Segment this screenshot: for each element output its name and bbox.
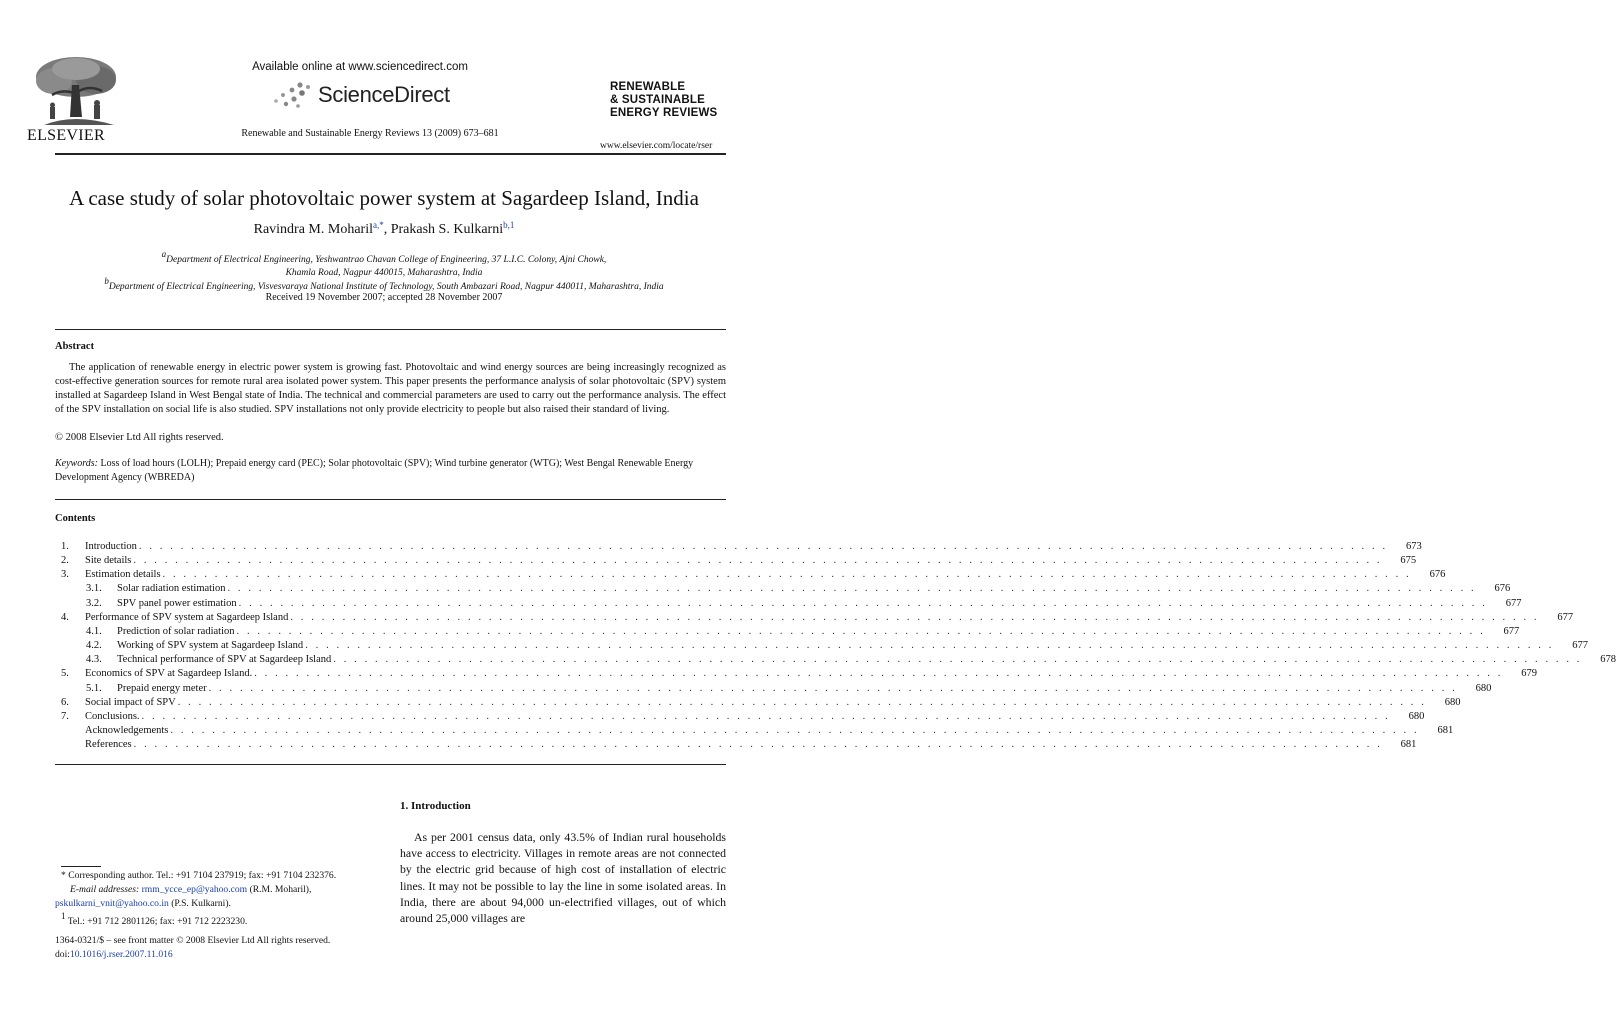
toc-leader: . . . . . . . . . . . . . . . . . . . . . . . . . . . . . . . . . . . . . . . . . . . . . . . . . . . . . . . . . . . . . . . . . . . . . . . . . . . . . . . . . . . . . . . . . . . . . . . . . . . . . . . . . . . . . . . . . . . . . . . . <box>141 710 1391 722</box>
toc-leader: . . . . . . . . . . . . . . . . . . . . . . . . . . . . . . . . . . . . . . . . . . . . . . . . . . . . . . . . . . . . . . . . . . . . . . . . . . . . . . . . . . . . . . . . . . . . . . . . . . . . . . . . . . . . . . . . . . . . . . . . <box>227 583 1477 595</box>
affiliation-text: Department of Electrical Engineering, Visvesvaraya National Institute of Technology, South Ambazari Road, Nagpur 440011, Maharashtra, India <box>108 282 664 292</box>
toc-number: 5. <box>61 668 69 680</box>
toc-page-number: 679 <box>1521 668 1537 680</box>
toc-number: 3. <box>61 569 69 581</box>
toc-leader: . . . . . . . . . . . . . . . . . . . . . . . . . . . . . . . . . . . . . . . . . . . . . . . . . . . . . . . . . . . . . . . . . . . . . . . . . . . . . . . . . . . . . . . . . . . . . . . . . . . . . . . . . . . . . . . . . . . . . . . . <box>170 724 1420 736</box>
toc-number: 6. <box>61 696 69 708</box>
toc-page-number: 673 <box>1405 541 1422 552</box>
introduction-text: As per 2001 census data, only 43.5% of Indian rural households have access to electricity. Villages in remote areas are not connected by the electric grid because of high cost of installation of electric lines. It may not be possible to lay the line in some isolated areas. In India, there are about 94,000 un-electrified villages, out of which around 25,000 villages are <box>400 830 726 926</box>
toc-leader: . . . . . . . . . . . . . . . . . . . . . . . . . . . . . . . . . . . . . . . . . . . . . . . . . . . . . . . . . . . . . . . . . . . . . . . . . . . . . . . . . . . . . . . . . . . . . . . . . . . . . . . . . . . . . . . . . . . . . . . . <box>254 668 1503 680</box>
toc-page-number: 677 <box>1503 625 1520 637</box>
footnote-rule <box>61 866 101 867</box>
toc-page-number: 680 <box>1475 682 1492 694</box>
author-affiliation-mark[interactable]: a,* <box>372 220 384 230</box>
toc-entry[interactable] <box>55 555 1417 569</box>
author-separator: , <box>383 222 391 237</box>
toc-label: Acknowledgements <box>85 724 169 736</box>
available-online-text: Available online at www.sciencedirect.com <box>252 61 468 73</box>
toc-entry[interactable] <box>55 682 1492 697</box>
toc-entry[interactable] <box>55 611 1574 626</box>
journal-name-line: ENERGY REVIEWS <box>610 107 718 119</box>
abstract-heading: Abstract <box>55 341 95 352</box>
journal-url[interactable]: www.elsevier.com/locate/rser <box>600 141 713 151</box>
abstract-top-rule <box>55 329 726 330</box>
toc-number: 3.1. <box>86 583 102 595</box>
email-link[interactable]: pskulkarni_vnit@yahoo.co.in <box>55 898 169 909</box>
toc-entry[interactable] <box>55 696 1461 711</box>
toc-leader: . . . . . . . . . . . . . . . . . . . . . . . . . . . . . . . . . . . . . . . . . . . . . . . . . . . . . . . . . . . . . . . . . . . . . . . . . . . . . . . . . . . . . . . . . . . . . . . . . . . . . . . . . . . . . . . . . . . . . . . . <box>236 625 1486 637</box>
toc-number: 5.1. <box>86 682 102 694</box>
toc-label: Prediction of solar radiation <box>117 625 235 637</box>
affiliation-text: Department of Electrical Engineering, Yeshwantrao Chavan College of Engineering, 37 L.I.C. Colony, Ajni Chowk, <box>166 255 607 265</box>
email-label: E-mail addresses: <box>70 884 140 895</box>
footnote-mark: 1 <box>61 911 66 921</box>
sciencedirect-wordmark: ScienceDirect <box>318 82 450 107</box>
corresponding-author-footnote <box>61 869 391 883</box>
journal-name-block <box>610 81 717 120</box>
header-divider <box>55 153 726 155</box>
toc-number: 4.3. <box>86 654 102 666</box>
footnote-mark: * <box>61 870 66 881</box>
affiliation-b <box>0 275 768 294</box>
toc-entry[interactable] <box>55 625 1520 640</box>
toc-entry[interactable] <box>55 710 1425 725</box>
toc-leader: . . . . . . . . . . . . . . . . . . . . . . . . . . . . . . . . . . . . . . . . . . . . . . . . . . . . . . . . . . . . . . . . . . . . . . . . . . . . . . . . . . . . . . . . . . . . . . . . . . . . . . . . . . . . . . . . . . . . . . . . <box>133 739 1383 751</box>
keywords-label: Keywords: <box>55 458 98 469</box>
toc-label: Prepaid energy meter <box>117 682 207 694</box>
toc-label: Site details <box>85 555 132 567</box>
copyright-line: © 2008 Elsevier Ltd All rights reserved. <box>55 432 224 443</box>
toc-leader: . . . . . . . . . . . . . . . . . . . . . . . . . . . . . . . . . . . . . . . . . . . . . . . . . . . . . . . . . . . . . . . . . . . . . . . . . . . . . . . . . . . . . . . . . . . . . . . . . . . . . . . . . . . . . . . . . . . . . . . . <box>162 569 1412 581</box>
toc-page-number: 675 <box>1400 555 1417 567</box>
toc-page-number: 676 <box>1494 583 1511 595</box>
author-name: Ravindra M. Moharil <box>253 222 373 237</box>
email-owner: (P.S. Kulkarni). <box>171 898 231 909</box>
journal-citation: Renewable and Sustainable Energy Reviews 13 (2009) 673–681 <box>241 128 499 139</box>
toc-entry[interactable] <box>55 583 1511 597</box>
toc-leader: . . . . . . . . . . . . . . . . . . . . . . . . . . . . . . . . . . . . . . . . . . . . . . . . . . . . . . . . . . . . . . . . . . . . . . . . . . . . . . . . . . . . . . . . . . . . . . . . . . . . . . . . . . . . . . . . . . . . . . . . <box>305 640 1554 652</box>
toc-number: 7. <box>61 710 69 722</box>
toc-page-number: 681 <box>1437 724 1454 736</box>
footnote-1 <box>61 910 391 929</box>
toc-label: Working of SPV system at Sagardeep Island <box>117 640 304 652</box>
email-footnote <box>70 883 390 897</box>
toc-number: 2. <box>61 555 69 567</box>
keywords <box>55 457 726 484</box>
issn-line: 1364-0321/$ – see front matter © 2008 Elsevier Ltd All rights reserved. <box>55 935 331 946</box>
toc-entry[interactable] <box>55 668 1537 682</box>
contents-top-rule <box>55 499 726 500</box>
footnote-text: Corresponding author. Tel.: +91 7104 237919; fax: +91 7104 232376. <box>68 870 337 881</box>
affiliation-text: Khamla Road, Nagpur 440015, Maharashtra, India <box>285 267 483 278</box>
toc-entry[interactable] <box>55 654 1616 668</box>
toc-label: Solar radiation estimation <box>117 583 226 595</box>
author-list <box>0 220 768 238</box>
toc-number: 3.2. <box>86 597 102 609</box>
email-owner: (R.M. Moharil), <box>249 884 312 895</box>
keywords-text: Loss of load hours (LOLH); Prepaid energy card (PEC); Solar photovoltaic (SPV); Wind turbine generator (WTG); West Bengal Renewable Energy Development Agency (WBREDA) <box>55 458 694 483</box>
sciencedirect-logo <box>272 79 450 111</box>
toc-label: Conclusions. <box>85 710 140 722</box>
toc-leader: . . . . . . . . . . . . . . . . . . . . . . . . . . . . . . . . . . . . . . . . . . . . . . . . . . . . . . . . . . . . . . . . . . . . . . . . . . . . . . . . . . . . . . . . . . . . . . . . . . . . . . . . . . . . . . . . . . . . . . . . <box>238 597 1488 609</box>
affiliation-mark: b <box>104 276 109 286</box>
article-title: A case study of solar photovoltaic power system at Sagardeep Island, India <box>69 186 699 210</box>
elsevier-tree-logo <box>24 55 126 127</box>
toc-entry[interactable] <box>55 724 1454 739</box>
toc-entry[interactable] <box>55 541 1422 555</box>
toc-entry[interactable] <box>55 569 1446 583</box>
journal-name-line: RENEWABLE <box>610 81 686 93</box>
toc-leader: . . . . . . . . . . . . . . . . . . . . . . . . . . . . . . . . . . . . . . . . . . . . . . . . . . . . . . . . . . . . . . . . . . . . . . . . . . . . . . . . . . . . . . . . . . . . . . . . . . . . . . . . . . . . . . . . . . . . . . . . <box>290 611 1540 623</box>
toc-leader: . . . . . . . . . . . . . . . . . . . . . . . . . . . . . . . . . . . . . . . . . . . . . . . . . . . . . . . . . . . . . . . . . . . . . . . . . . . . . . . . . . . . . . . . . . . . . . . . . . . . . . . . . . . . . . . . . . . . . . . . <box>133 555 1383 567</box>
journal-name-line: & SUSTAINABLE <box>610 94 706 106</box>
toc-label: Technical performance of SPV at Sagardeep Island <box>117 654 332 666</box>
toc-label: SPV panel power estimation <box>117 597 237 609</box>
toc-number: 4.2. <box>86 640 102 652</box>
doi-line <box>55 949 173 960</box>
doi-label: doi: <box>55 949 70 960</box>
toc-leader: . . . . . . . . . . . . . . . . . . . . . . . . . . . . . . . . . . . . . . . . . . . . . . . . . . . . . . . . . . . . . . . . . . . . . . . . . . . . . . . . . . . . . . . . . . . . . . . . . . . . . . . . . . . . . . . . . . . . . . . . <box>208 682 1458 694</box>
toc-page-number: 677 <box>1572 640 1588 652</box>
toc-number: 4. <box>61 611 69 623</box>
toc-page-number: 681 <box>1400 739 1417 751</box>
toc-leader: . . . . . . . . . . . . . . . . . . . . . . . . . . . . . . . . . . . . . . . . . . . . . . . . . . . . . . . . . . . . . . . . . . . . . . . . . . . . . . . . . . . . . . . . . . . . . . . . . . . . . . . . . . . . . . . . . . . . . . . . <box>333 654 1583 666</box>
toc-entry[interactable] <box>55 640 1588 654</box>
author-affiliation-mark[interactable]: b,1 <box>503 220 515 230</box>
toc-page-number: 677 <box>1557 611 1574 623</box>
toc-entry[interactable] <box>55 739 1417 753</box>
toc-page-number: 676 <box>1429 569 1446 581</box>
toc-page-number: 677 <box>1505 597 1522 609</box>
sciencedirect-dots-icon <box>272 81 312 109</box>
toc-leader: . . . . . . . . . . . . . . . . . . . . . . . . . . . . . . . . . . . . . . . . . . . . . . . . . . . . . . . . . . . . . . . . . . . . . . . . . . . . . . . . . . . . . . . . . . . . . . . . . . . . . . . . . . . . . . . . . . . . . . . . <box>138 541 1388 552</box>
toc-label: Performance of SPV system at Sagardeep Island <box>85 611 289 623</box>
toc-label: Estimation details <box>85 569 161 581</box>
contents-heading: Contents <box>55 513 96 524</box>
affiliation-mark: a <box>161 249 167 259</box>
publisher-wordmark: ELSEVIER <box>27 127 105 144</box>
author-name: Prakash S. Kulkarni <box>390 222 504 237</box>
section-heading-introduction: 1. Introduction <box>400 800 471 812</box>
email-link[interactable]: rmm_ycce_ep@yahoo.com <box>141 884 248 895</box>
toc-label: Social impact of SPV <box>85 696 176 708</box>
abstract-text: The application of renewable energy in electric power system is growing fast. Photovoltaic and wind energy sources are being increasingly recognized as cost-effective generation sources for remote rural area isolated power system. This paper presents the performance analysis of solar photovoltaic (SPV) system installed at Sagardeep Island in West Bengal state of India. The technical and commercial parameters are used to carry out the performance analysis. The effect of the SPV installation on social life is also studied. SPV installations not only provide electricity to people but also raised their standard of living. <box>55 362 726 415</box>
toc-page-number: 680 <box>1408 710 1425 722</box>
toc-page-number: 680 <box>1444 696 1461 708</box>
toc-number: 4.1. <box>86 625 102 637</box>
contents-bottom-rule <box>55 764 726 765</box>
toc-leader: . . . . . . . . . . . . . . . . . . . . . . . . . . . . . . . . . . . . . . . . . . . . . . . . . . . . . . . . . . . . . . . . . . . . . . . . . . . . . . . . . . . . . . . . . . . . . . . . . . . . . . . . . . . . . . . . . . . . . . . . <box>177 696 1427 708</box>
toc-label: Introduction <box>85 541 137 552</box>
doi-link[interactable]: 10.1016/j.rser.2007.11.016 <box>69 949 173 960</box>
toc-entry[interactable] <box>55 597 1522 612</box>
toc-label: References <box>85 739 132 751</box>
email-footnote-continued <box>55 897 385 911</box>
toc-label: Economics of SPV at Sagardeep Island. <box>85 668 253 680</box>
received-dates: Received 19 November 2007; accepted 28 November 2007 <box>265 292 503 303</box>
toc-page-number: 678 <box>1600 654 1616 666</box>
footnote-text: Tel.: +91 712 2801126; fax: +91 712 2223230. <box>67 916 248 927</box>
toc-number: 1. <box>61 541 69 552</box>
